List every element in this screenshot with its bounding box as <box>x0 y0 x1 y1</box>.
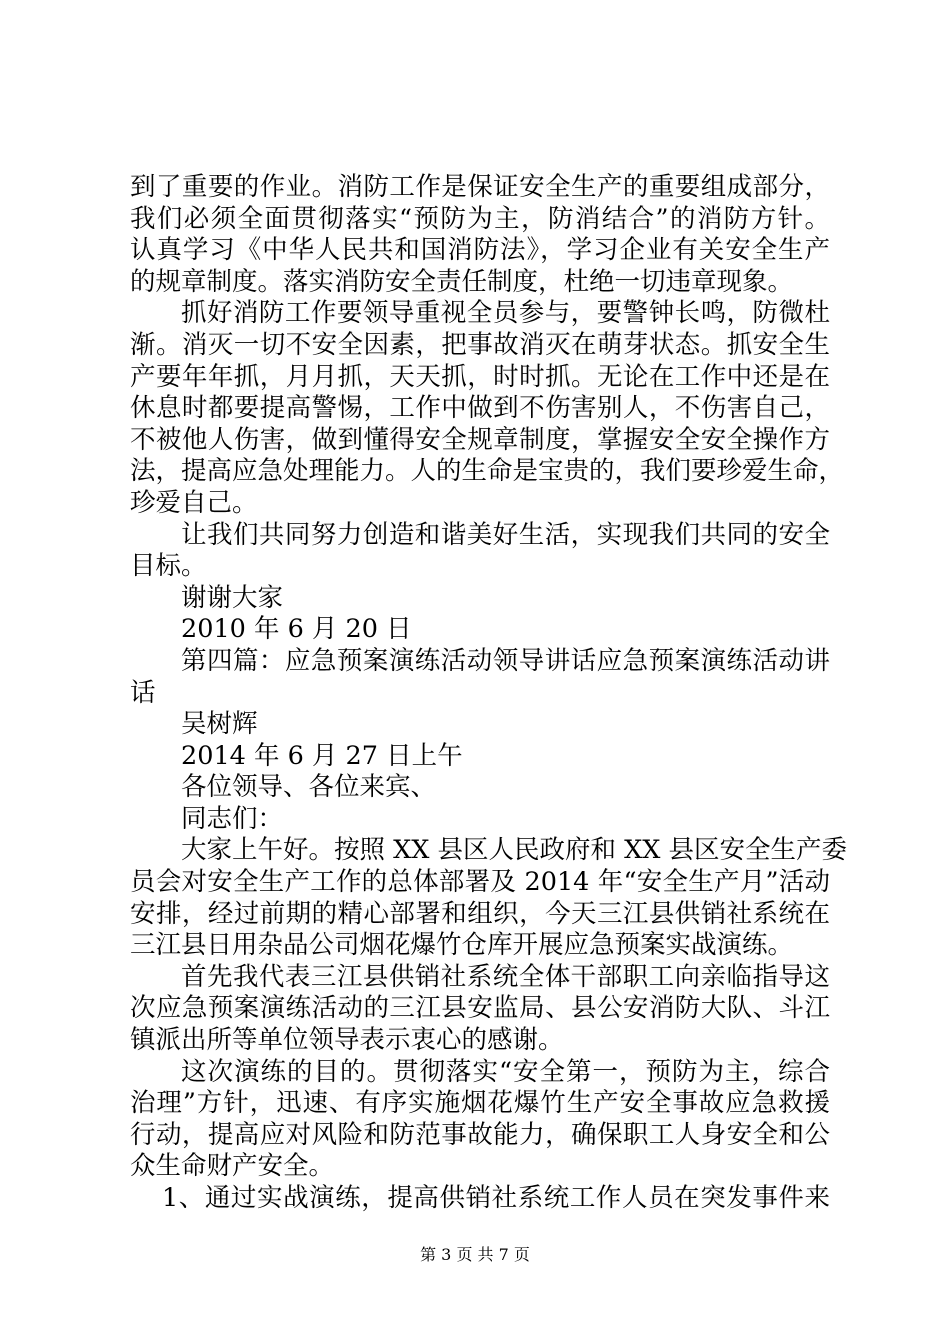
text-line: 的规章制度。落实消防安全责任制度，杜绝一切违章现象。 <box>130 266 794 297</box>
text-line: 抓好消防工作要领导重视全员参与，要警钟长鸣，防微杜 <box>181 298 830 329</box>
text-line: 谢谢大家 <box>181 582 284 613</box>
page-footer: 第 3 页 共 7 页 <box>420 1245 530 1264</box>
text-line: 三江县日用杂品公司烟花爆竹仓库开展应急预案实战演练。 <box>130 930 794 961</box>
text-line: 产要年年抓，月月抓，天天抓，时时抓。无论在工作中还是在 <box>130 361 830 392</box>
text-line: 行动，提高应对风险和防范事故能力，确保职工人身安全和公 <box>130 1119 830 1150</box>
text-line: 认真学习《中华人民共和国消防法》，学习企业有关安全生产 <box>130 235 830 266</box>
text-line: 法，提高应急处理能力。人的生命是宝贵的，我们要珍爱生命， <box>130 456 845 487</box>
text-line: 让我们共同努力创造和谐美好生活，实现我们共同的安全 <box>181 519 830 550</box>
text-line: 这次演练的目的。贯彻落实“安全第一，预防为主，综合 <box>181 1056 830 1087</box>
text-line: 首先我代表三江县供销社系统全体干部职工向亲临指导这 <box>181 961 830 992</box>
text-line: 同志们： <box>181 803 284 834</box>
text-line: 珍爱自己。 <box>130 487 258 518</box>
text-line: 话 <box>130 677 156 708</box>
text-line: 大家上午好。按照 XX 县区人民政府和 XX 县区安全生产委 <box>181 835 848 866</box>
text-line: 我们必须全面贯彻落实“预防为主，防消结合”的消防方针。 <box>130 203 830 234</box>
text-line: 到了重要的作业。消防工作是保证安全生产的重要组成部分， <box>130 172 830 202</box>
text-line: 目标。 <box>130 551 207 582</box>
text-line: 第四篇：应急预案演练活动领导讲话应急预案演练活动讲 <box>181 645 830 676</box>
text-line: 治理”方针，迅速、有序实施烟花爆竹生产安全事故应急救援 <box>130 1088 830 1119</box>
text-line: 不被他人伤害，做到懂得安全规章制度，掌握安全安全操作方 <box>130 424 830 455</box>
text-line: 镇派出所等单位领导表示衷心的感谢。 <box>130 1025 564 1056</box>
text-line: 众生命财产安全。 <box>130 1151 335 1182</box>
text-line: 安排，经过前期的精心部署和组织，今天三江县供销社系统在 <box>130 898 830 929</box>
text-line: 2010 年 6 月 20 日 <box>181 614 412 645</box>
text-line: 员会对安全生产工作的总体部署及 2014 年“安全生产月”活动 <box>130 867 830 898</box>
text-line: 次应急预案演练活动的三江县安监局、县公安消防大队、斗江 <box>130 993 830 1024</box>
text-line: 1、通过实战演练，提高供销社系统工作人员在突发事件来 <box>162 1183 830 1213</box>
text-line: 吴树辉 <box>181 709 258 740</box>
text-line: 各位领导、各位来宾、 <box>181 772 437 803</box>
document-body <box>130 172 848 1215</box>
text-line: 2014 年 6 月 27 日上午 <box>181 740 463 771</box>
text-line: 休息时都要提高警惕，工作中做到不伤害别人，不伤害自己， <box>130 393 830 424</box>
text-line: 渐。消灭一切不安全因素，把事故消灭在萌芽状态。抓安全生 <box>130 329 830 360</box>
